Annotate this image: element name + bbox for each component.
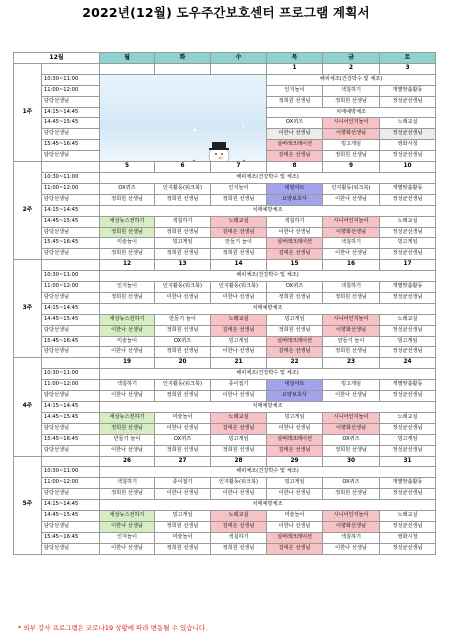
program-cell: 색칠하기 [100,478,155,489]
teacher-cell: 정희원 선생님 [323,292,380,303]
dementia-exercise-cell: 치매예방체조 [100,500,436,511]
teacher-cell: 정희원 선생님 [323,489,380,500]
program-cell: 노래교실 [380,118,436,129]
program-cell: 노래교실 [380,216,436,227]
teacher-cell: 김태은 선생님 [267,543,323,554]
teacher-cell: 정희원 선생님 [211,249,267,260]
date-cell: 6 [155,162,211,173]
time-cell: 담당선생님 [42,325,100,336]
date-cell: 19 [100,358,155,369]
program-cell: 인지활동(워크북) [211,282,267,293]
teacher-cell: 요양보호사 [267,391,323,402]
teacher-cell: 이한나 선생님 [100,543,155,554]
program-cell: 세상뉴스전하기 [100,511,155,522]
time-cell: 14:45~15:45 [42,118,100,129]
teacher-cell: 정희원 선생님 [100,489,155,500]
teacher-cell: 이향화선생님 [323,521,380,532]
week-label: 2주 [14,162,42,260]
morning-exercise-cell: 해피체조(건강박수 및 체조) [267,74,436,85]
teacher-cell: 김태은 선생님 [267,347,323,358]
morning-exercise-cell: 해피체조(건강박수 및 체조) [100,172,436,183]
program-cell: 개별맞춤활동 [380,380,436,391]
teacher-cell: 정성균선생님 [380,227,436,238]
date-cell: 3 [380,63,436,74]
date-cell: 28 [211,456,267,467]
dementia-exercise-cell: 치매예방체조 [100,303,436,314]
time-cell: 담당선생님 [42,347,100,358]
time-cell: 10:30~11:00 [42,74,100,85]
program-cell: 노래교실 [380,412,436,423]
date-cell: 10 [380,162,436,173]
program-cell: 노래교실 [380,314,436,325]
teacher-cell: 이한나 선생님 [323,194,380,205]
teacher-cell: 정희원 선생님 [211,445,267,456]
time-cell: 11:00~12:00 [42,478,100,489]
date-cell: 2 [323,63,380,74]
program-cell: 네일아트 [267,380,323,391]
teacher-cell: 정희원 선생님 [323,347,380,358]
teacher-cell: 정성균선생님 [380,96,436,107]
program-cell: 종이접기 [155,478,211,489]
teacher-cell: 이한나 선생님 [100,347,155,358]
day-header: 수 [211,53,267,64]
teacher-cell: 정희원 선생님 [323,151,380,162]
time-cell: 14:45~15:45 [42,314,100,325]
program-cell: 실버레크레이션 [267,140,323,151]
time-cell: 담당선생님 [42,129,100,140]
date-cell: 27 [155,456,211,467]
snowman-icon [183,118,267,162]
program-cell: 인지놀이 [100,532,155,543]
teacher-cell: 정성균선생님 [380,347,436,358]
program-cell: 실버레크레이션 [267,532,323,543]
teacher-cell: 정성균선생님 [380,292,436,303]
day-header: 화 [155,53,211,64]
time-cell: 담당선생님 [42,292,100,303]
program-cell: 인지활동(워크북) [155,282,211,293]
teacher-cell: 이한나 선생님 [155,489,211,500]
date-cell: 17 [380,260,436,271]
date-cell: 9 [323,162,380,173]
footnote: * 외부 강사 프로그램은 코로나19 상황에 따라 변동될 수 있습니다. [18,624,208,632]
date-cell: 12 [100,260,155,271]
program-cell: 빙고게임 [380,434,436,445]
program-cell: 빙고게임 [211,434,267,445]
time-cell: 11:00~12:00 [42,380,100,391]
program-cell: 색칠하기 [323,282,380,293]
teacher-cell: 이한나 선생님 [211,391,267,402]
program-cell: 노래교실 [211,314,267,325]
program-cell: 세상뉴스전하기 [100,314,155,325]
program-cell: 인지활동(워크북) [211,478,267,489]
time-cell: 담당선생님 [42,391,100,402]
date-cell [155,63,211,74]
date-cell: 16 [323,260,380,271]
date-cell: 23 [323,358,380,369]
time-cell: 11:00~12:00 [42,183,100,194]
day-header: 토 [380,53,436,64]
teacher-cell: 정성균선생님 [380,249,436,260]
program-cell: 만들기 놀이 [323,336,380,347]
schedule-table [13,52,436,555]
teacher-cell: 정희원 선생님 [267,325,323,336]
program-cell: 세상뉴스전하기 [100,412,155,423]
time-cell: 담당선생님 [42,445,100,456]
teacher-cell: 이한나 선생님 [211,292,267,303]
teacher-cell: 정희원 선생님 [267,96,323,107]
program-cell: 노래교실 [211,216,267,227]
time-cell: 10:30~11:00 [42,172,100,183]
time-cell: 14:15~14:45 [42,402,100,413]
time-cell: 14:15~14:45 [42,500,100,511]
teacher-cell: 이향화선생님 [323,129,380,140]
time-cell: 담당선생님 [42,423,100,434]
teacher-cell: 김태은 선생님 [267,151,323,162]
teacher-cell: 정성균선생님 [380,521,436,532]
time-cell: 15:45~16:45 [42,532,100,543]
date-cell: 1 [267,63,323,74]
teacher-cell: 김태은 선생님 [211,227,267,238]
teacher-cell: 정성균선생님 [380,194,436,205]
program-cell: 색칠하기 [323,238,380,249]
program-cell: 개별맞춤활동 [380,478,436,489]
dementia-exercise-cell: 치매예방체조 [267,107,436,118]
date-cell: 22 [267,358,323,369]
teacher-cell: 정희원 선생님 [155,347,211,358]
program-cell: 개별맞춤활동 [380,282,436,293]
teacher-cell: 정성균선생님 [380,129,436,140]
time-cell: 담당선생님 [42,521,100,532]
week-label: 5주 [14,456,42,554]
teacher-cell: 정성균선생님 [380,325,436,336]
program-cell: 미술놀이 [100,336,155,347]
teacher-cell: 정희원 선생님 [323,445,380,456]
time-cell: 15:45~16:45 [42,238,100,249]
week-label: 4주 [14,358,42,456]
time-cell: 14:45~15:45 [42,216,100,227]
program-cell: 빙고게임 [380,336,436,347]
program-cell: 빙고게임 [155,511,211,522]
program-cell: 인지활동(워크북) [323,183,380,194]
teacher-cell: 정성균선생님 [380,489,436,500]
teacher-cell: 이한나 선생님 [323,391,380,402]
date-cell: 26 [100,456,155,467]
teacher-cell: 김태은 선생님 [267,249,323,260]
teacher-cell: 정희원 선생님 [155,445,211,456]
program-cell: 세상뉴스전하기 [100,216,155,227]
teacher-cell: 정성균선생님 [380,391,436,402]
snowman-illustration [100,74,267,161]
program-cell: 만들기 놀이 [100,434,155,445]
date-cell: 14 [211,260,267,271]
program-cell: 빙고게임 [211,336,267,347]
program-cell: 빙고게임 [267,478,323,489]
program-cell: 인지활동(워크북) [155,183,211,194]
program-cell: 빙고게임 [267,314,323,325]
time-cell: 14:15~14:45 [42,303,100,314]
teacher-cell: 이한나 선생님 [100,325,155,336]
teacher-cell: 김태은 선생님 [211,325,267,336]
teacher-cell: 이한나 선생님 [267,129,323,140]
program-cell: 만들기 놀이 [155,314,211,325]
teacher-cell: 정성균선생님 [380,423,436,434]
program-cell: OX퀴즈 [323,434,380,445]
teacher-cell: 김태은 선생님 [267,445,323,456]
time-cell: 10:30~11:00 [42,369,100,380]
time-cell: 담당선생님 [42,227,100,238]
teacher-cell: 이한나 선생님 [155,292,211,303]
date-cell: 15 [267,260,323,271]
dementia-exercise-cell: 치매예방체조 [100,402,436,413]
day-header: 금 [323,53,380,64]
teacher-cell: 이한나 선생님 [267,489,323,500]
program-cell: 빙고게임 [323,140,380,151]
program-cell: 색칠하기 [323,85,380,96]
teacher-cell: 정희원 선생님 [323,96,380,107]
time-cell: 15:45~16:45 [42,434,100,445]
time-cell: 10:30~11:00 [42,271,100,282]
teacher-cell: 이한나 선생님 [211,347,267,358]
teacher-cell: 요양보호사 [267,194,323,205]
teacher-cell: 김태은 선생님 [211,423,267,434]
program-cell: 색칠하기 [100,380,155,391]
teacher-cell: 이한나 선생님 [100,445,155,456]
teacher-cell: 정희원 선생님 [155,194,211,205]
date-cell: 21 [211,358,267,369]
program-cell: 인지놀이 [211,183,267,194]
teacher-cell: 이향화선생님 [323,227,380,238]
time-cell: 14:15~14:45 [42,107,100,118]
program-cell: 빙고게임 [267,412,323,423]
program-cell: 만들기 놀이 [211,238,267,249]
time-cell: 담당선생님 [42,249,100,260]
time-cell: 담당선생님 [42,543,100,554]
time-cell: 11:00~12:00 [42,282,100,293]
date-cell: 30 [323,456,380,467]
teacher-cell: 정성균선생님 [380,543,436,554]
day-header: 월 [100,53,155,64]
date-cell: 13 [155,260,211,271]
program-cell: 미술놀이 [267,511,323,522]
teacher-cell: 김태은 선생님 [211,521,267,532]
program-cell: 실버레크레이션 [267,434,323,445]
program-cell: 실버레크레이션 [267,336,323,347]
blank-cell [42,456,100,467]
date-cell: 7 [211,162,267,173]
teacher-cell: 정희원 선생님 [100,292,155,303]
program-cell: 노래교실 [380,511,436,522]
teacher-cell: 이한나 선생님 [211,489,267,500]
date-cell [100,63,155,74]
time-cell: 15:45~16:45 [42,336,100,347]
teacher-cell: 정희원 선생님 [155,391,211,402]
program-cell: 네일아트 [267,183,323,194]
morning-exercise-cell: 해피체조(건강박수 및 체조) [100,467,436,478]
blank-cell [42,162,100,173]
teacher-cell: 정희원 선생님 [155,521,211,532]
week-label: 1주 [14,63,42,161]
time-cell: 10:30~11:00 [42,467,100,478]
teacher-cell: 정희원 선생님 [100,227,155,238]
teacher-cell: 이한나 선생님 [100,521,155,532]
program-cell: 시니어인지놀이 [323,118,380,129]
morning-exercise-cell: 해피체조(건강박수 및 체조) [100,271,436,282]
program-cell: 실버레크레이션 [267,238,323,249]
teacher-cell: 이한나 선생님 [100,391,155,402]
program-cell: 시니어인지놀이 [323,412,380,423]
program-cell: 색칠하기 [155,216,211,227]
date-cell: 5 [100,162,155,173]
time-cell: 14:45~15:45 [42,412,100,423]
program-cell: 시니어인지놀이 [323,314,380,325]
teacher-cell: 정희원 선생님 [211,194,267,205]
teacher-cell: 이한나 선생님 [267,521,323,532]
teacher-cell: 정희원 선생님 [100,194,155,205]
program-cell: 빙고게임 [155,238,211,249]
program-cell: 빙고게임 [380,238,436,249]
program-cell: OX퀴즈 [155,434,211,445]
date-cell [211,63,267,74]
program-cell: OX퀴즈 [100,183,155,194]
program-cell: 색칠하기 [211,532,267,543]
program-cell: 인지활동(워크북) [155,380,211,391]
teacher-cell: 이향화선생님 [323,325,380,336]
date-cell: 24 [380,358,436,369]
teacher-cell: 정희원 선생님 [100,249,155,260]
program-cell: 시니어인지놀이 [323,216,380,227]
day-header: 목 [267,53,323,64]
time-cell: 14:45~15:45 [42,511,100,522]
time-cell: 담당선생님 [42,151,100,162]
program-cell: 영화시청 [380,140,436,151]
time-cell: 15:45~16:45 [42,140,100,151]
teacher-cell: 정희원 선생님 [155,325,211,336]
program-cell: 미술놀이 [155,412,211,423]
teacher-cell: 정희원 선생님 [211,543,267,554]
program-cell: 인지놀이 [100,282,155,293]
program-cell: OX퀴즈 [155,336,211,347]
program-cell: 미술놀이 [155,532,211,543]
program-cell: 노래교실 [211,412,267,423]
page-title: 2022년(12월) 도우주간보호센터 프로그램 계획서 [82,5,370,20]
program-cell: 노래교실 [211,511,267,522]
dementia-exercise-cell: 치매예방체조 [100,205,436,216]
blank-cell [42,260,100,271]
program-cell: 종이접기 [211,380,267,391]
teacher-cell: 이한나 선생님 [155,423,211,434]
program-cell: 미술놀이 [100,238,155,249]
teacher-cell: 이한나 선생님 [323,249,380,260]
teacher-cell: 이한나 선생님 [323,543,380,554]
program-cell: 색칠하기 [267,216,323,227]
time-cell: 11:00~12:00 [42,85,100,96]
program-cell: 색칠하기 [323,532,380,543]
date-cell: 8 [267,162,323,173]
morning-exercise-cell: 해피체조(건강박수 및 체조) [100,369,436,380]
teacher-cell: 정희원 선생님 [155,249,211,260]
teacher-cell: 정희원 선생님 [155,227,211,238]
date-cell: 20 [155,358,211,369]
teacher-cell: 정성균선생님 [380,445,436,456]
program-cell: 개별맞춤활동 [380,85,436,96]
program-cell: 개별맞춤활동 [380,183,436,194]
teacher-cell: 정성균선생님 [380,151,436,162]
teacher-cell: 이한나 선생님 [267,423,323,434]
teacher-cell: 이한나 선생님 [267,227,323,238]
program-cell: 인지놀이 [267,85,323,96]
time-cell: 담당선생님 [42,194,100,205]
week-label: 3주 [14,260,42,358]
blank-cell [42,63,100,74]
blank-cell [42,358,100,369]
teacher-cell: 정희원 선생님 [155,543,211,554]
month-label: 12월 [14,53,100,64]
teacher-cell: 정희원 선생님 [267,292,323,303]
time-cell: 담당선생님 [42,96,100,107]
program-cell: OX퀴즈 [267,282,323,293]
program-cell: 시니어인지놀이 [323,511,380,522]
program-cell: 영화시청 [380,532,436,543]
date-cell: 29 [267,456,323,467]
date-cell: 31 [380,456,436,467]
teacher-cell: 정희원 선생님 [100,423,155,434]
time-cell: 14:15~14:45 [42,205,100,216]
program-cell: OX퀴즈 [323,478,380,489]
program-cell: OX퀴즈 [267,118,323,129]
teacher-cell: 이향화선생님 [323,423,380,434]
time-cell: 담당선생님 [42,489,100,500]
program-cell: 빙고게임 [323,380,380,391]
